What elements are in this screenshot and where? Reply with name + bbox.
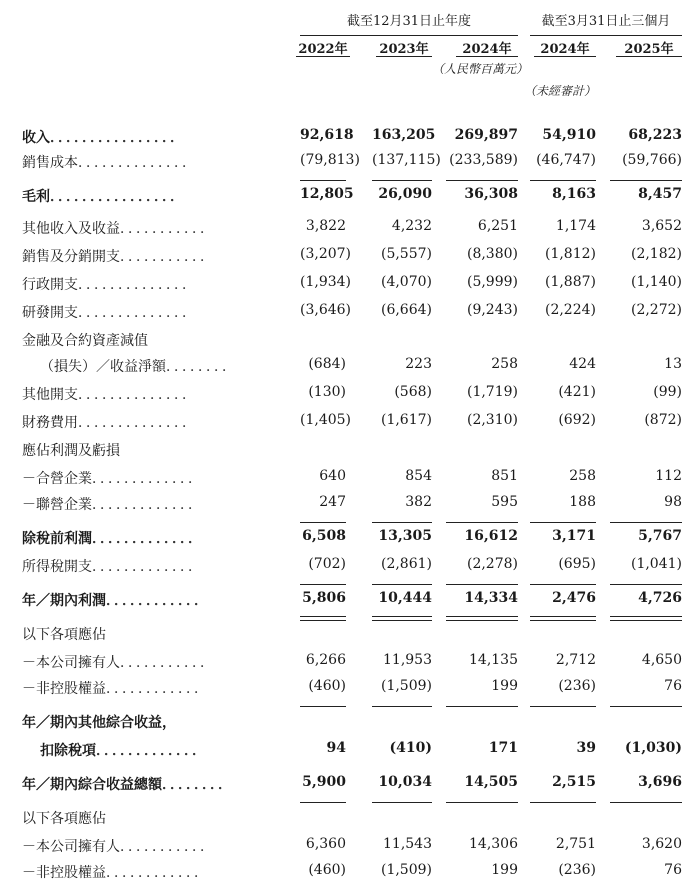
subtotal-rule	[300, 706, 346, 707]
statement-row	[0, 712, 700, 738]
row-label	[22, 624, 106, 644]
statement-row	[0, 274, 700, 300]
row-label	[22, 468, 203, 488]
row-value: (79,813)	[300, 152, 360, 168]
row-value: 269,897	[454, 127, 518, 143]
row-value: 54,910	[542, 127, 596, 143]
row-leader-dots: ．．．．．．．．．．．．．．．．	[50, 189, 185, 205]
subtotal-rule	[610, 522, 682, 523]
row-value: (410)	[389, 740, 432, 756]
row-value: 6,251	[477, 218, 518, 234]
row-label-text: 金融及合約資產減值	[22, 333, 148, 349]
row-label-text: －非控股權益	[22, 681, 106, 697]
row-value: 3,620	[641, 836, 682, 852]
statement-row	[0, 127, 700, 153]
row-value: 4,726	[638, 590, 682, 606]
subtotal-rule	[610, 180, 682, 181]
row-value: (8,380)	[466, 246, 518, 262]
row-label	[22, 330, 148, 350]
row-leader-dots: ．．．．．．．．．．．．．	[92, 531, 203, 547]
row-leader-dots: ．．．．．．．．．．．．．．	[78, 277, 197, 293]
row-value: 13	[664, 356, 682, 372]
row-value: (9,243)	[466, 302, 518, 318]
row-value: (1,041)	[630, 556, 682, 572]
year-rule	[534, 56, 596, 57]
row-value: 94	[326, 740, 346, 756]
row-value: 8,163	[552, 186, 596, 202]
row-value: 4,232	[391, 218, 432, 234]
year-header-q2024: 2024年	[540, 42, 590, 57]
row-label-text: 財務費用	[22, 415, 78, 431]
row-label	[22, 836, 215, 856]
row-value: 854	[405, 468, 432, 484]
total-double-rule	[372, 616, 432, 621]
row-value: (3,207)	[300, 246, 352, 262]
statement-row	[0, 652, 700, 678]
total-double-rule	[446, 616, 518, 621]
row-label	[22, 274, 197, 294]
row-label	[22, 186, 185, 206]
row-label	[22, 678, 209, 698]
row-leader-dots: ．．．．．．．．．．．．．．	[78, 415, 197, 431]
row-label-text: －聯營企業	[22, 497, 92, 513]
row-label-text: 扣除稅項	[40, 743, 96, 759]
row-value: (2,182)	[630, 246, 682, 262]
total-double-rule	[530, 616, 596, 621]
row-label-text: （損失）／收益淨額	[40, 359, 166, 375]
row-value: 10,034	[378, 774, 432, 790]
subtotal-rule	[530, 584, 596, 585]
row-leader-dots: ．．．．．．．．．．．．．．	[78, 155, 197, 171]
row-value: (1,887)	[544, 274, 596, 290]
statement-row	[0, 494, 700, 520]
row-leader-dots: ．．．．．．．．．．．	[120, 655, 215, 671]
row-value: (2,278)	[466, 556, 518, 572]
row-value: 12,805	[300, 186, 354, 202]
row-leader-dots: ．．．．．．．．．．．．．．	[78, 387, 197, 403]
row-label	[22, 440, 120, 460]
row-value: (684)	[308, 356, 346, 372]
row-label-text: 收入	[22, 130, 50, 146]
row-value: (2,224)	[544, 302, 596, 318]
statement-row	[0, 590, 700, 616]
row-label	[22, 862, 209, 882]
subtotal-rule	[446, 522, 518, 523]
row-label-text: －本公司擁有人	[22, 655, 120, 671]
row-value: 8,457	[638, 186, 682, 202]
statement-row	[0, 440, 700, 466]
row-value: (2,310)	[466, 412, 518, 428]
subtotal-rule	[300, 802, 346, 803]
row-label-text: －合營企業	[22, 471, 92, 487]
row-value: (233,589)	[449, 152, 518, 168]
row-leader-dots: ．．．．．．．．．．．．	[106, 681, 209, 697]
row-label	[22, 246, 215, 266]
subtotal-rule	[446, 180, 518, 181]
row-value: 171	[488, 740, 518, 756]
row-value: (46,747)	[536, 152, 596, 168]
subtotal-rule	[446, 584, 518, 585]
row-leader-dots: ．．．．．．．．．．．	[120, 221, 215, 237]
row-value: 223	[405, 356, 432, 372]
row-value: 13,305	[378, 528, 432, 544]
row-value: 163,205	[372, 127, 436, 143]
year-header-2024: 2024年	[462, 42, 512, 57]
row-value: 2,751	[555, 836, 596, 852]
row-value: 98	[664, 494, 682, 510]
unaudited-note: （未經審計）	[524, 84, 597, 98]
year-rule	[616, 56, 682, 57]
row-value: 5,900	[302, 774, 346, 790]
row-value: (568)	[394, 384, 432, 400]
row-label	[22, 808, 106, 828]
header-group-annual-rule	[300, 35, 518, 36]
statement-row	[0, 384, 700, 410]
row-value: 258	[569, 468, 596, 484]
header-group-annual	[300, 10, 518, 36]
statement-row	[0, 774, 700, 800]
row-value: (1,812)	[544, 246, 596, 262]
row-value: (460)	[308, 678, 346, 694]
year-rule	[456, 56, 518, 57]
row-value: (1,719)	[466, 384, 518, 400]
row-label	[22, 218, 215, 238]
row-value: 11,543	[383, 836, 432, 852]
row-value: (6,664)	[380, 302, 432, 318]
row-value: 258	[491, 356, 518, 372]
statement-row	[0, 528, 700, 554]
row-value: 424	[569, 356, 596, 372]
row-leader-dots: ．．．．．．．．．．．．．．．．	[50, 130, 185, 146]
row-value: 2,476	[552, 590, 596, 606]
row-label	[22, 774, 233, 794]
row-label-text: 年／期內利潤	[22, 593, 106, 609]
subtotal-rule	[446, 706, 518, 707]
statement-row	[0, 330, 700, 356]
statement-row	[0, 186, 700, 212]
subtotal-rule	[372, 180, 432, 181]
subtotal-rule	[610, 706, 682, 707]
row-value: 36,308	[464, 186, 518, 202]
subtotal-rule	[300, 584, 346, 585]
row-value: 76	[664, 678, 682, 694]
statement-row	[0, 862, 700, 888]
row-value: 3,696	[638, 774, 682, 790]
row-label-text: 所得稅開支	[22, 559, 92, 575]
subtotal-rule	[610, 584, 682, 585]
row-value: (1,509)	[380, 678, 432, 694]
row-label-text: 以下各項應佔	[22, 627, 106, 643]
year-rule	[376, 56, 432, 57]
row-value: (4,070)	[380, 274, 432, 290]
row-value: 112	[655, 468, 682, 484]
subtotal-rule	[372, 522, 432, 523]
row-value: 76	[664, 862, 682, 878]
header-group-quarter-label: 截至3月31日止三個月	[541, 14, 671, 29]
statement-row	[0, 468, 700, 494]
year-header-2023: 2023年	[379, 42, 429, 57]
currency-note: （人民幣百萬元）	[432, 62, 529, 76]
row-label	[40, 356, 237, 376]
row-label-text: 銷售及分銷開支	[22, 249, 120, 265]
row-value: 14,334	[464, 590, 518, 606]
statement-row	[0, 218, 700, 244]
row-value: 199	[491, 678, 518, 694]
year-rule	[296, 56, 350, 57]
row-value: 1,174	[555, 218, 596, 234]
total-double-rule	[300, 616, 346, 621]
row-value: 10,444	[378, 590, 432, 606]
row-label	[22, 127, 185, 147]
header-group-quarter	[530, 10, 682, 36]
row-value: (5,557)	[380, 246, 432, 262]
subtotal-rule	[372, 802, 432, 803]
row-value: (460)	[308, 862, 346, 878]
row-leader-dots: ．．．．．．．．．．．	[120, 249, 215, 265]
row-leader-dots: ．．．．．．．．．．．．	[106, 593, 209, 609]
row-value: 2,712	[555, 652, 596, 668]
row-leader-dots: ．．．．．．．．．．．．．	[92, 559, 203, 575]
row-label-text: 其他收入及收益	[22, 221, 120, 237]
row-value: 26,090	[378, 186, 432, 202]
row-label	[22, 528, 203, 548]
row-value: 16,612	[464, 528, 518, 544]
row-value: 2,515	[552, 774, 596, 790]
row-value: 6,360	[305, 836, 346, 852]
row-value: 14,135	[469, 652, 518, 668]
row-value: 247	[319, 494, 346, 510]
row-value: 851	[491, 468, 518, 484]
row-value: 4,650	[641, 652, 682, 668]
statement-row	[0, 412, 700, 438]
row-value: 382	[405, 494, 432, 510]
row-label	[22, 652, 215, 672]
row-label-text: 研發開支	[22, 305, 78, 321]
row-value: (137,115)	[372, 152, 441, 168]
row-label	[22, 302, 197, 322]
row-value: (59,766)	[622, 152, 682, 168]
row-leader-dots: ．．．．．．．．．．．．．	[92, 471, 203, 487]
row-label	[22, 494, 203, 514]
row-value: (1,405)	[300, 412, 352, 428]
row-value: 11,953	[383, 652, 432, 668]
row-value: 14,505	[464, 774, 518, 790]
row-value: (421)	[558, 384, 596, 400]
row-value: 92,618	[300, 127, 354, 143]
row-label-text: 除稅前利潤	[22, 531, 92, 547]
row-value: (236)	[558, 678, 596, 694]
row-label-text: 其他開支	[22, 387, 78, 403]
row-value: (692)	[558, 412, 596, 428]
statement-row	[0, 836, 700, 862]
row-label-text: －非控股權益	[22, 865, 106, 881]
statement-row	[0, 246, 700, 272]
total-double-rule	[610, 616, 682, 621]
row-value: 6,266	[305, 652, 346, 668]
row-leader-dots: ．．．．．．．．	[166, 359, 237, 375]
row-value: (1,617)	[380, 412, 432, 428]
statement-row	[0, 356, 700, 382]
row-value: 3,171	[552, 528, 596, 544]
row-label	[22, 556, 203, 576]
statement-row	[0, 152, 700, 178]
row-value: 68,223	[628, 127, 682, 143]
row-label-text: 銷售成本	[22, 155, 78, 171]
statement-row	[0, 624, 700, 650]
subtotal-rule	[300, 522, 346, 523]
row-value: (1,509)	[380, 862, 432, 878]
year-header-2022: 2022年	[298, 42, 348, 57]
subtotal-rule	[300, 180, 346, 181]
row-label	[22, 412, 197, 432]
row-value: 5,806	[302, 590, 346, 606]
row-label-text: 年／期內綜合收益總額	[22, 777, 162, 793]
row-value: (872)	[644, 412, 682, 428]
row-label-text: 年／期內其他綜合收益，	[22, 715, 176, 731]
subtotal-rule	[372, 706, 432, 707]
row-leader-dots: ．．．．．．．．．．．	[120, 839, 215, 855]
row-leader-dots: ．．．．．．．．．．．．	[106, 865, 209, 881]
row-value: 188	[569, 494, 596, 510]
row-value: (1,934)	[300, 274, 352, 290]
statement-row	[0, 678, 700, 704]
row-label	[22, 152, 197, 172]
row-value: 6,508	[302, 528, 346, 544]
subtotal-rule	[610, 802, 682, 803]
row-value: (130)	[308, 384, 346, 400]
row-value: 39	[576, 740, 596, 756]
row-value: (2,861)	[380, 556, 432, 572]
statement-row	[0, 556, 700, 582]
row-label	[40, 740, 207, 760]
row-label-text: 以下各項應佔	[22, 811, 106, 827]
row-label-text: －本公司擁有人	[22, 839, 120, 855]
statement-row	[0, 740, 700, 766]
subtotal-rule	[446, 802, 518, 803]
row-leader-dots: ．．．．．．．．	[162, 777, 233, 793]
row-value: 595	[491, 494, 518, 510]
row-value: (702)	[308, 556, 346, 572]
row-value: 5,767	[638, 528, 682, 544]
row-label	[22, 384, 197, 404]
header-group-quarter-rule	[530, 35, 682, 36]
row-leader-dots: ．．．．．．．．．．．．．．	[78, 305, 197, 321]
row-label	[22, 590, 209, 610]
row-leader-dots: ．．．．．．．．．．．．．	[92, 497, 203, 513]
row-value: (5,999)	[466, 274, 518, 290]
subtotal-rule	[530, 706, 596, 707]
subtotal-rule	[372, 584, 432, 585]
row-value: 199	[491, 862, 518, 878]
row-value: 3,652	[641, 218, 682, 234]
row-value: (99)	[653, 384, 682, 400]
row-label-text: 應佔利潤及虧損	[22, 443, 120, 459]
subtotal-rule	[530, 802, 596, 803]
header-group-annual-label: 截至12月31日止年度	[346, 14, 472, 29]
row-value: (695)	[558, 556, 596, 572]
row-value: (1,030)	[624, 740, 682, 756]
subtotal-rule	[530, 180, 596, 181]
row-label-text: 行政開支	[22, 277, 78, 293]
row-value: (2,272)	[630, 302, 682, 318]
subtotal-rule	[530, 522, 596, 523]
year-header-q2025: 2025年	[624, 42, 674, 57]
row-leader-dots: ．．．．．．．．．．．．．	[96, 743, 207, 759]
row-label-text: 毛利	[22, 189, 50, 205]
row-value: (3,646)	[300, 302, 352, 318]
statement-row	[0, 808, 700, 834]
row-value: (236)	[558, 862, 596, 878]
row-value: 640	[319, 468, 346, 484]
row-value: 3,822	[305, 218, 346, 234]
row-value: 14,306	[469, 836, 518, 852]
statement-row	[0, 302, 700, 328]
row-value: (1,140)	[630, 274, 682, 290]
row-label	[22, 712, 176, 732]
